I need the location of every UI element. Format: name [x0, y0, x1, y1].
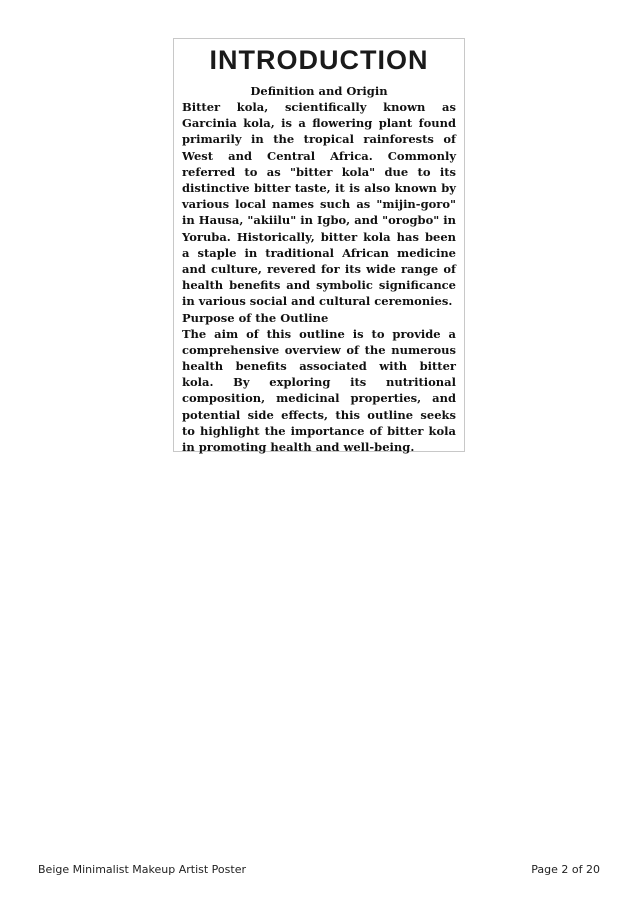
footer-document-name: Beige Minimalist Makeup Artist Poster [38, 863, 246, 876]
footer-page-indicator: Page 2 of 20 [531, 863, 600, 876]
section-heading-definition: Definition and Origin [250, 84, 388, 98]
section-body-definition: Bitter kola, scientifically known as Garcinia kola, is a flowering plant found primarily in the tropical rainforests of West and Central Africa. Commonly referred to as "bitter kola" due to its distinctive bitter taste, it is also known by various local names such as "mijin-goro" in Hausa, "akiilu" in Igbo, and "orogbo" in Yoruba. Historically, bitter kola has been a staple in traditional African medicine and culture, revered for its wide range of health benefits and symbolic significance in various social and cultural ceremonies. [182, 100, 456, 309]
introduction-box [173, 38, 465, 455]
page-title: INTRODUCTION [209, 45, 429, 75]
section-body-purpose: The aim of this outline is to provide a comprehensive overview of the numerous health benefits associated with bitter kola. By exploring its nutritional composition, medicinal properties, and potential side effects, this outline seeks to highlight the importance of bitter kola in promoting health and well-being. [182, 326, 456, 455]
section-heading-purpose: Purpose of the Outline [182, 310, 329, 325]
